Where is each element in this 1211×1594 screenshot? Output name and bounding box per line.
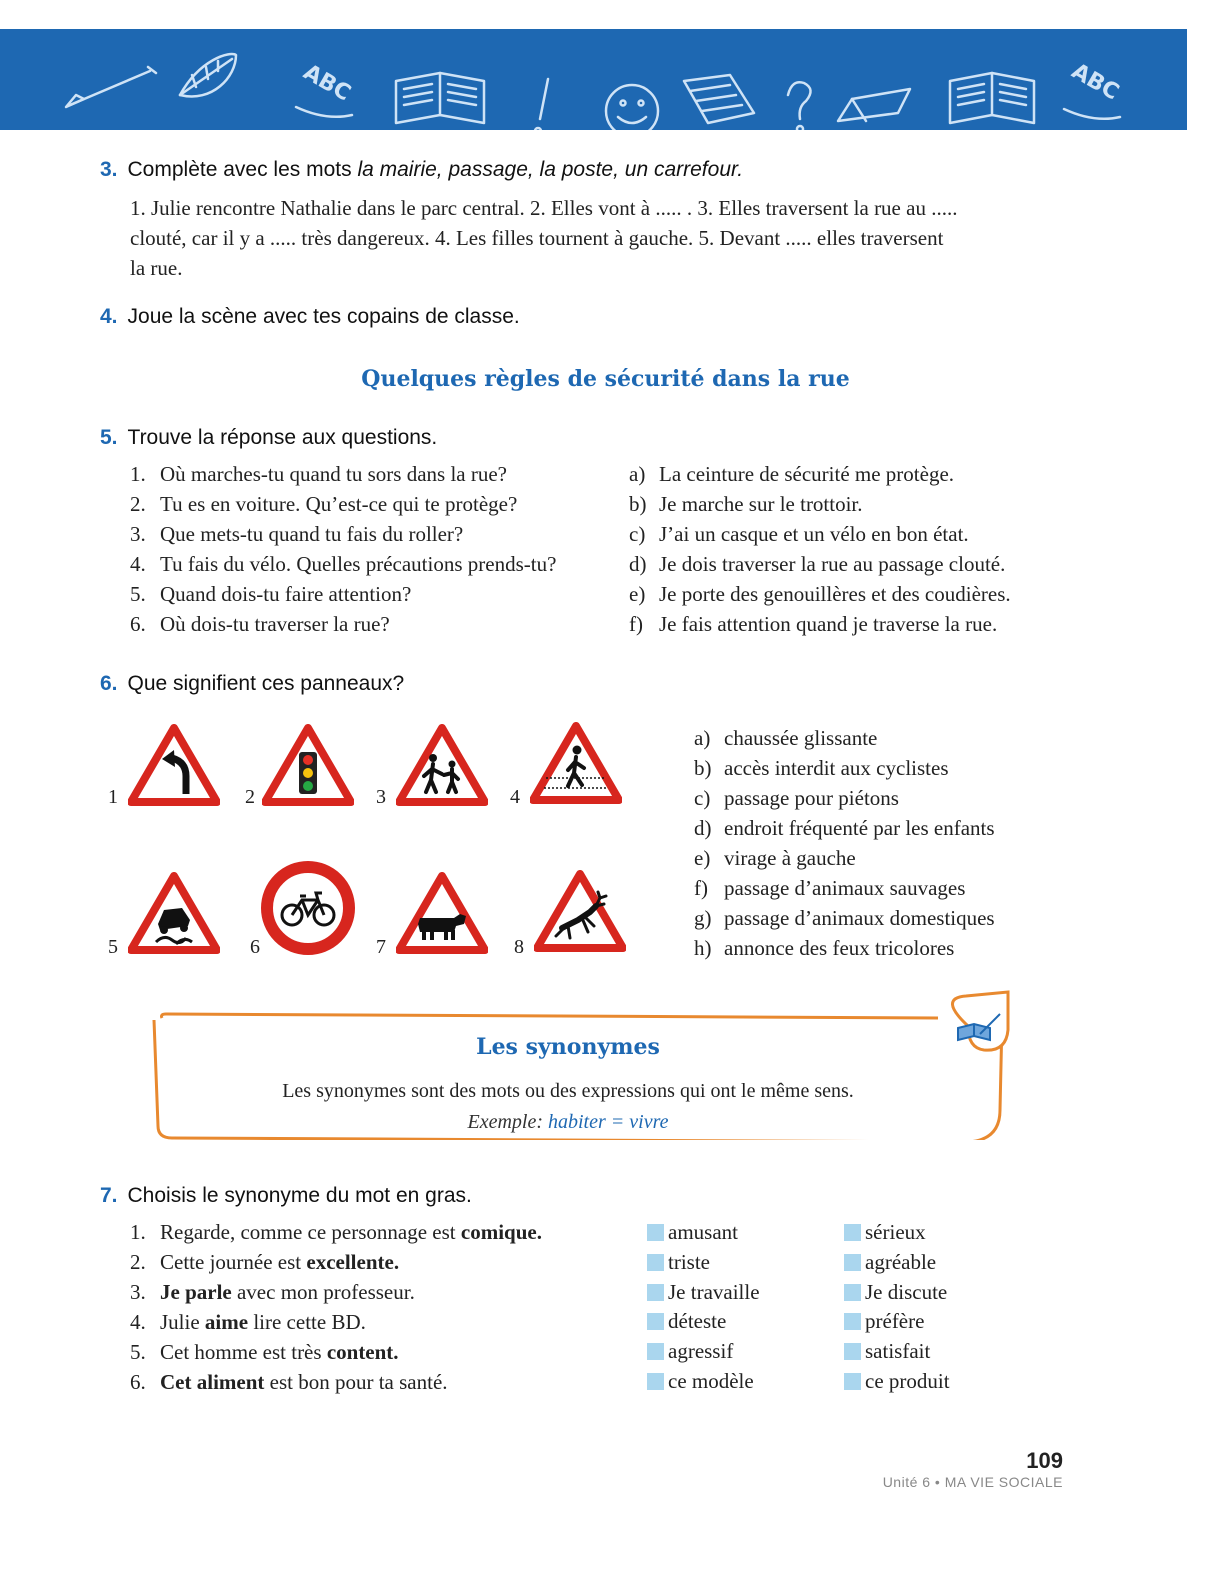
item-marker: 4. bbox=[130, 1310, 146, 1334]
banner-doodles bbox=[0, 29, 1187, 130]
answer-text: J’ai un casque et un vélo en bon état. bbox=[659, 522, 969, 546]
checkbox-icon[interactable] bbox=[647, 1254, 664, 1271]
list-item bbox=[694, 723, 995, 753]
example-text: habiter = vivre bbox=[548, 1111, 669, 1133]
sentence-list bbox=[130, 1217, 542, 1397]
checkbox-icon[interactable] bbox=[647, 1343, 664, 1360]
item-marker: a) bbox=[629, 462, 646, 486]
option-label: préfère bbox=[865, 1309, 925, 1333]
meaning-text: endroit fréquenté par les enfants bbox=[724, 816, 995, 840]
item-marker: a) bbox=[694, 726, 711, 750]
item-marker: 1. bbox=[130, 462, 146, 486]
option-checkbox[interactable] bbox=[844, 1217, 926, 1247]
option-label: Je discute bbox=[865, 1280, 948, 1304]
synonyms-definition: Les synonymes sont des mots ou des expressions qui ont le même sens. bbox=[282, 1080, 854, 1102]
sign-number: 3 bbox=[376, 786, 386, 808]
answer-list bbox=[629, 459, 1011, 639]
list-item bbox=[694, 903, 995, 933]
option-label: sérieux bbox=[865, 1220, 926, 1244]
answer-text: Je dois traverser la rue au passage clouté. bbox=[659, 552, 1006, 576]
text-line: 1. Julie rencontre Nathalie dans le parc central. 2. Elles vont à ..... . 3. Elles traversent la rue au ..... bbox=[130, 196, 958, 220]
list-item bbox=[130, 1307, 542, 1337]
sign-number: 7 bbox=[376, 936, 386, 958]
option-label: amusant bbox=[668, 1220, 738, 1244]
option-checkbox[interactable] bbox=[844, 1277, 947, 1307]
item-marker: 3. bbox=[130, 522, 146, 546]
open-book-icon-2 bbox=[950, 73, 1034, 123]
item-marker: e) bbox=[629, 582, 646, 606]
example-label: Exemple: bbox=[467, 1111, 543, 1133]
answer-text: La ceinture de sécurité me protège. bbox=[659, 462, 955, 486]
exercise-number: 6. bbox=[100, 672, 118, 695]
exercise-5-title bbox=[100, 426, 437, 450]
option-label: satisfait bbox=[865, 1339, 931, 1363]
exercise-4-title bbox=[100, 305, 520, 329]
exercise-number: 3. bbox=[100, 158, 118, 181]
answer-text: Je porte des genouillères et des coudières. bbox=[659, 582, 1011, 606]
eraser-icon bbox=[838, 89, 910, 121]
checkbox-icon[interactable] bbox=[844, 1224, 861, 1241]
smiley-icon bbox=[606, 85, 658, 130]
exercise-5-instruction: Trouve la réponse aux questions. bbox=[127, 426, 438, 449]
slippery-road-icon bbox=[128, 872, 220, 954]
item-marker: 4. bbox=[130, 552, 146, 576]
children-icon bbox=[396, 724, 488, 806]
bold-word: excellente. bbox=[306, 1250, 400, 1274]
sign-number: 4 bbox=[510, 786, 520, 808]
sign-number: 8 bbox=[514, 936, 524, 958]
left-bend-icon bbox=[128, 724, 220, 806]
meaning-text: passage d’animaux sauvages bbox=[724, 876, 966, 900]
paintbrush-icon bbox=[66, 67, 156, 107]
option-label: ce produit bbox=[865, 1369, 950, 1393]
unit-footer: Unité 6 • MA VIE SOCIALE bbox=[882, 1474, 1063, 1490]
item-marker: 1. bbox=[130, 1220, 146, 1244]
list-item bbox=[694, 933, 995, 963]
checkbox-icon[interactable] bbox=[844, 1373, 861, 1390]
list-item bbox=[629, 519, 1011, 549]
item-marker: c) bbox=[629, 522, 646, 546]
item-marker: d) bbox=[629, 552, 647, 576]
option-label: ce modèle bbox=[668, 1369, 754, 1393]
header-banner bbox=[0, 29, 1187, 130]
list-item bbox=[130, 579, 556, 609]
list-item bbox=[130, 1277, 542, 1307]
pedestrian-crossing-icon bbox=[530, 722, 622, 804]
section-heading: Quelques règles de sécurité dans la rue bbox=[361, 366, 850, 392]
exercise-3-words: la mairie, passage, la poste, un carrefour. bbox=[357, 158, 744, 181]
list-item bbox=[629, 489, 1011, 519]
sign-number: 5 bbox=[108, 936, 118, 958]
option-checkbox[interactable] bbox=[844, 1366, 950, 1396]
list-item bbox=[694, 873, 995, 903]
list-item bbox=[629, 609, 1011, 639]
sentence-text: lire cette BD. bbox=[248, 1310, 366, 1334]
list-item bbox=[694, 783, 995, 813]
abc-icon-2 bbox=[1064, 59, 1123, 119]
exercise-number: 4. bbox=[100, 305, 118, 328]
list-item bbox=[130, 549, 556, 579]
leaf-icon bbox=[180, 54, 236, 96]
item-marker: c) bbox=[694, 786, 711, 810]
list-item bbox=[694, 753, 995, 783]
exercise-number: 7. bbox=[100, 1184, 118, 1207]
item-marker: f) bbox=[694, 876, 708, 900]
checkbox-icon[interactable] bbox=[647, 1373, 664, 1390]
meaning-text: virage à gauche bbox=[724, 846, 856, 870]
bold-word: comique. bbox=[460, 1220, 542, 1244]
option-checkbox[interactable] bbox=[647, 1336, 733, 1366]
question-text: Quand dois-tu faire attention? bbox=[160, 582, 412, 606]
item-marker: g) bbox=[694, 906, 712, 930]
checkbox-icon[interactable] bbox=[647, 1313, 664, 1330]
option-checkbox[interactable] bbox=[844, 1247, 936, 1277]
list-item bbox=[130, 489, 556, 519]
meaning-text: accès interdit aux cyclistes bbox=[724, 756, 949, 780]
option-checkbox[interactable] bbox=[844, 1306, 924, 1336]
deer-icon bbox=[534, 870, 626, 952]
exercise-7-instruction: Choisis le synonyme du mot en gras. bbox=[127, 1184, 472, 1207]
meaning-text: chaussée glissante bbox=[724, 726, 878, 750]
option-label: agressif bbox=[668, 1339, 734, 1363]
item-marker: 2. bbox=[130, 492, 146, 516]
sentence-text: Cet homme est très bbox=[160, 1340, 327, 1364]
exercise-6-title bbox=[100, 672, 404, 696]
sign-number: 2 bbox=[245, 786, 255, 808]
list-item bbox=[130, 1367, 542, 1397]
item-marker: d) bbox=[694, 816, 712, 840]
sentence-text: avec mon professeur. bbox=[231, 1280, 415, 1304]
bold-word: aime bbox=[204, 1310, 249, 1334]
synonyms-example bbox=[152, 1111, 984, 1134]
abc-icon bbox=[296, 60, 355, 117]
exercise-7-title bbox=[100, 1184, 472, 1208]
question-text: Où marches-tu quand tu sors dans la rue? bbox=[160, 462, 507, 486]
list-item bbox=[130, 1247, 542, 1277]
sign-number: 1 bbox=[108, 786, 118, 808]
traffic-light-icon bbox=[262, 724, 354, 806]
list-item bbox=[629, 579, 1011, 609]
exercise-3-title bbox=[100, 158, 743, 182]
bold-word: Cet aliment bbox=[160, 1370, 265, 1394]
question-text: Que mets-tu quand tu fais du roller? bbox=[160, 522, 464, 546]
item-marker: 2. bbox=[130, 1250, 146, 1274]
no-bicycles-icon bbox=[260, 860, 356, 956]
list-item bbox=[694, 813, 995, 843]
answer-text: Je marche sur le trottoir. bbox=[659, 492, 863, 516]
exclamation-icon bbox=[535, 79, 548, 130]
option-label: agréable bbox=[865, 1250, 937, 1274]
list-item bbox=[629, 459, 1011, 489]
page-number: 109 bbox=[1026, 1448, 1063, 1473]
checkbox-icon[interactable] bbox=[844, 1254, 861, 1271]
item-marker: h) bbox=[694, 936, 712, 960]
list-item bbox=[130, 1337, 542, 1367]
question-text: Tu es en voiture. Qu’est-ce qui te protège? bbox=[160, 492, 518, 516]
list-item bbox=[130, 1217, 542, 1247]
checkbox-icon[interactable] bbox=[844, 1284, 861, 1301]
item-marker: b) bbox=[629, 492, 647, 516]
item-marker: f) bbox=[629, 612, 643, 636]
sentence-text: est bon pour ta santé. bbox=[264, 1370, 448, 1394]
sentence-text: Cette journée est bbox=[160, 1250, 307, 1274]
option-checkbox[interactable] bbox=[647, 1366, 754, 1396]
exercise-number: 5. bbox=[100, 426, 118, 449]
exercise-4-instruction: Joue la scène avec tes copains de classe. bbox=[127, 305, 520, 328]
notebook-icon bbox=[684, 75, 754, 123]
item-marker: 6. bbox=[130, 612, 146, 636]
bold-word: Je parle bbox=[160, 1280, 232, 1304]
option-checkbox[interactable] bbox=[647, 1277, 760, 1307]
list-item bbox=[694, 843, 995, 873]
checkbox-icon[interactable] bbox=[647, 1284, 664, 1301]
checkbox-icon[interactable] bbox=[844, 1343, 861, 1360]
item-marker: 3. bbox=[130, 1280, 146, 1304]
exercise-3-text bbox=[130, 193, 957, 283]
list-item bbox=[130, 459, 556, 489]
sentence-text: Regarde, comme ce personnage est bbox=[160, 1220, 461, 1244]
option-label: Je travaille bbox=[668, 1280, 760, 1304]
exercise-6-instruction: Que signifient ces panneaux? bbox=[127, 672, 405, 695]
item-marker: e) bbox=[694, 846, 711, 870]
item-marker: 6. bbox=[130, 1370, 146, 1394]
text-line: la rue. bbox=[130, 256, 183, 280]
question-text: Tu fais du vélo. Quelles précautions prends-tu? bbox=[160, 552, 557, 576]
sign-meanings-list bbox=[694, 723, 995, 963]
option-label: triste bbox=[668, 1250, 710, 1274]
sign-number: 6 bbox=[250, 936, 260, 958]
meaning-text: passage pour piétons bbox=[724, 786, 899, 810]
question-mark-icon bbox=[788, 82, 811, 130]
list-item bbox=[629, 549, 1011, 579]
option-label: déteste bbox=[668, 1309, 727, 1333]
svg-text:ABC: ABC bbox=[298, 59, 355, 107]
synonyms-title: Les synonymes bbox=[476, 1034, 660, 1060]
cattle-icon bbox=[396, 872, 488, 954]
list-item bbox=[130, 519, 556, 549]
bold-word: content. bbox=[326, 1340, 399, 1364]
open-book-icon bbox=[396, 73, 484, 123]
text-line: clouté, car il y a ..... très dangereux. 4. Les filles tournent à gauche. 5. Devant ..... elles traversent bbox=[130, 226, 944, 250]
question-list bbox=[130, 459, 556, 639]
sentence-text: Julie bbox=[160, 1310, 205, 1334]
question-text: Où dois-tu traverser la rue? bbox=[160, 612, 390, 636]
option-checkbox[interactable] bbox=[647, 1247, 710, 1277]
option-checkbox[interactable] bbox=[647, 1217, 738, 1247]
meaning-text: annonce des feux tricolores bbox=[724, 936, 955, 960]
option-checkbox[interactable] bbox=[647, 1306, 726, 1336]
meaning-text: passage d’animaux domestiques bbox=[724, 906, 995, 930]
option-checkbox[interactable] bbox=[844, 1336, 930, 1366]
item-marker: b) bbox=[694, 756, 712, 780]
exercise-3-instruction: Complète avec les mots bbox=[127, 158, 358, 181]
svg-text:ABC: ABC bbox=[1067, 58, 1123, 106]
item-marker: 5. bbox=[130, 1340, 146, 1364]
list-item bbox=[130, 609, 556, 639]
answer-text: Je fais attention quand je traverse la rue. bbox=[659, 612, 998, 636]
item-marker: 5. bbox=[130, 582, 146, 606]
checkbox-icon[interactable] bbox=[647, 1224, 664, 1241]
checkbox-icon[interactable] bbox=[844, 1313, 861, 1330]
